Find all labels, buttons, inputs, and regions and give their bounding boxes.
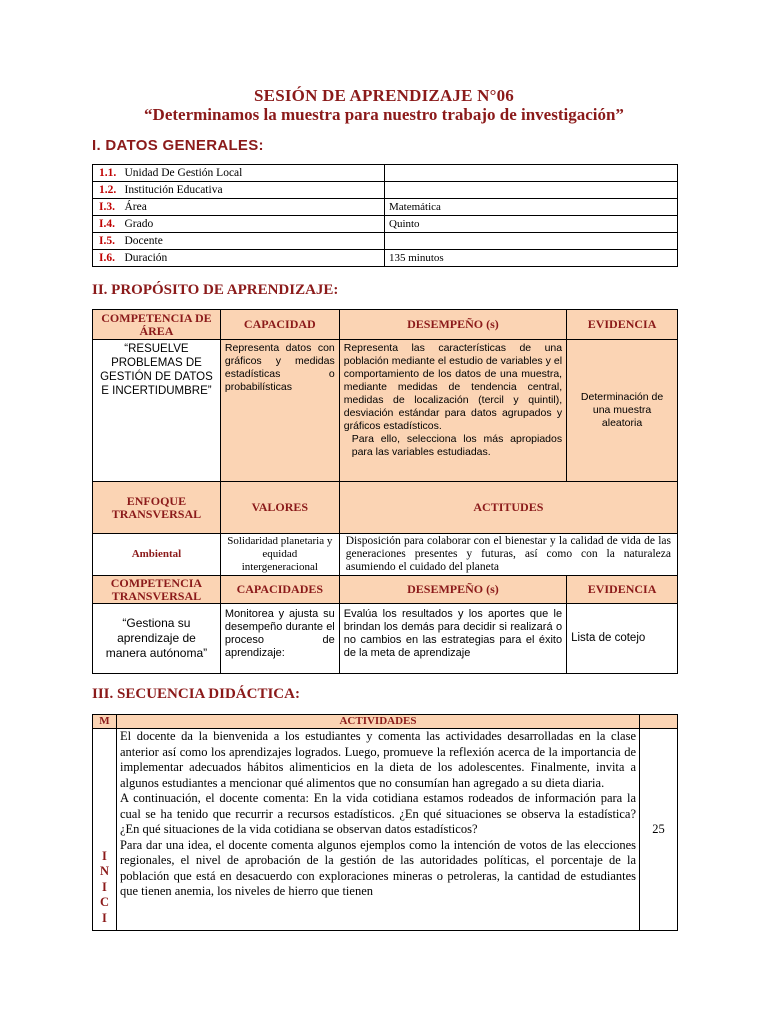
datos-row-label: Unidad De Gestión Local (121, 165, 385, 182)
desempeno-2: Evalúa los resultados y los aportes que le brindan los demás para decidir si realizará o no cambios en las estrategias para el éxito de la meta de aprendizaje (339, 604, 566, 674)
datos-row (93, 182, 678, 199)
capacidades: Monitorea y ajusta su desempeño durante el proceso de aprendizaje: (220, 604, 339, 674)
secuencia-table (92, 714, 678, 931)
evidencia-2: Lista de cotejo (567, 604, 678, 674)
header-actitudes: ACTITUDES (339, 482, 677, 534)
desempeno-extra: Para ello, selecciona los más apropiados para las variables estudiadas. (351, 433, 563, 458)
datos-row-number: 1.2. (93, 182, 121, 199)
evidencia: Determinación de una muestra aleatoria (567, 340, 678, 482)
section-datos-generales: I. DATOS GENERALES: (92, 137, 264, 154)
header-desempeno: DESEMPEÑO (s) (339, 310, 566, 340)
header-evidencia: EVIDENCIA (567, 310, 678, 340)
datos-row-number: 1.1. (93, 165, 121, 182)
datos-row-value: Matemática (385, 199, 678, 216)
datos-row-label: Duración (121, 250, 385, 267)
actitudes: Disposición para colaborar con el bienestar y la calidad de vida de las generaciones presentes y futuras, así como con la naturaleza asumiendo el cuidado del planeta (339, 534, 677, 576)
proposito-table (92, 309, 678, 674)
datos-row-number: I.6. (93, 250, 121, 267)
header-time (640, 715, 678, 729)
phase-inicio (93, 729, 117, 931)
datos-row-label: Docente (121, 233, 385, 250)
datos-row-label: Área (121, 199, 385, 216)
header-m: M (93, 715, 117, 729)
activity-paragraph-2: A continuación, el docente comenta: En la vida cotidiana estamos rodeados de información para la cual se ha tenido que recurrir a recursos estadísticos. ¿En qué situaciones se observa la estadística? ¿En qué situaciones de la vida cotidiana se observan datos estadísticos? (119, 791, 637, 836)
datos-row-label: Grado (121, 216, 385, 233)
header-desempeno-2: DESEMPEÑO (s) (339, 576, 566, 604)
session-title: SESIÓN DE APRENDIZAJE N°06 (254, 86, 514, 105)
datos-row-value: Quinto (385, 216, 678, 233)
datos-row (93, 233, 678, 250)
datos-row (93, 165, 678, 182)
header-competencia-area: COMPETENCIA DE ÁREA (93, 310, 221, 340)
competencia-transversal: “Gestiona su aprendizaje de manera autónoma” (93, 604, 221, 674)
header-valores: VALORES (220, 482, 339, 534)
datos-row-number: I.4. (93, 216, 121, 233)
section-proposito: II. PROPÓSITO DE APRENDIZAJE: (92, 282, 339, 298)
datos-row (93, 199, 678, 216)
header-competencia-transversal: COMPETENCIA TRANSVERSAL (93, 576, 221, 604)
activity-paragraph-3: Para dar una idea, el docente comenta algunos ejemplos como la intención de votos de las elecciones regionales, el nivel de aprobación de la gestión de las autoridades políticas, el porcentaje de la población que está en desacuerdo con exploraciones mineras o petroleras, la cantidad de estudiantes que tienen anemia, los niveles de hierro que tienen (119, 837, 637, 898)
datos-row-number: I.3. (93, 199, 121, 216)
header-actividades: ACTIVIDADES (116, 715, 639, 729)
section-secuencia: III. SECUENCIA DIDÁCTICA: (92, 686, 300, 702)
activity-time: 25 (640, 729, 678, 931)
desempeno (339, 340, 566, 482)
activity-paragraph-1: El docente da la bienvenida a los estudiantes y comenta las actividades desarrolladas en la clase anterior así como los aprendizajes logrados. Luego, promueve la reflexión acerca de la importancia de implementar adecuados hábitos alimenticios en la dieta de los adolescentes. Finalmente, invita a algunos estudiantes a mencionar qué alimentos que no consumían han agregado a su dieta diaria. (119, 729, 637, 790)
session-subtitle: “Determinamos la muestra para nuestro trabajo de investigación” (144, 105, 624, 124)
header-capacidades: CAPACIDADES (220, 576, 339, 604)
valores: Solidaridad planetaria y equidad intergeneracional (220, 534, 339, 576)
capacidad: Representa datos con gráficos y medidas estadísticas o probabilísticas (220, 340, 339, 482)
header-enfoque: ENFOQUE TRANSVERSAL (93, 482, 221, 534)
enfoque: Ambiental (93, 534, 221, 576)
datos-row-label: Institución Educativa (121, 182, 385, 199)
activities-cell (116, 729, 639, 931)
datos-generales-table (92, 164, 678, 267)
phase-label: I N I C I (99, 848, 109, 925)
datos-row-value: 135 minutos (385, 250, 678, 267)
datos-row (93, 216, 678, 233)
header-evidencia-2: EVIDENCIA (567, 576, 678, 604)
datos-row-value (385, 182, 678, 199)
header-capacidad: CAPACIDAD (220, 310, 339, 340)
datos-row-value (385, 165, 678, 182)
datos-row-value (385, 233, 678, 250)
datos-row-number: I.5. (93, 233, 121, 250)
datos-row (93, 250, 678, 267)
competencia-area: “RESUELVE PROBLEMAS DE GESTIÓN DE DATOS E INCERTIDUMBRE” (93, 340, 221, 482)
desempeno-text: Representa las características de una población mediante el estudio de variables y el comportamiento de los datos de una muestra, mediante medidas de tendencia central, medidas de localización (tercil y quintil), desviación estándar para datos agrupados y gráficos estadísticos. (343, 342, 563, 432)
